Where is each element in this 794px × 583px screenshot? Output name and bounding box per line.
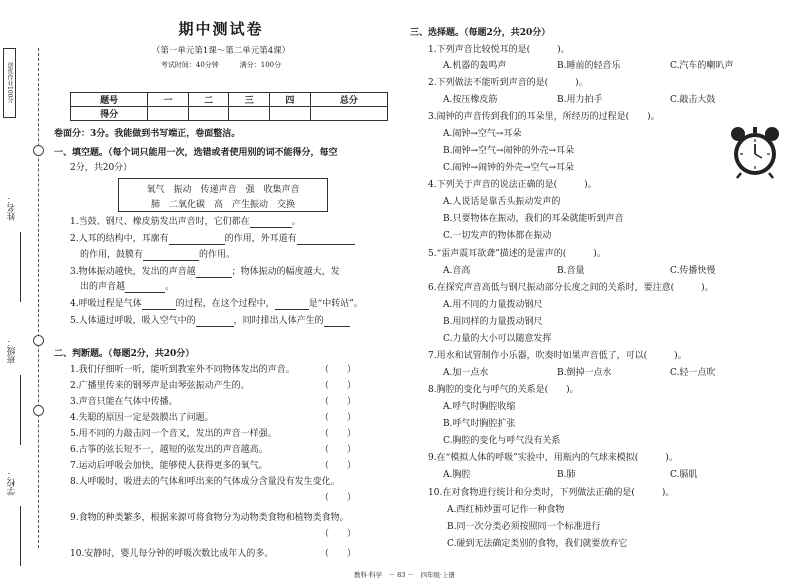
answer-blank[interactable] (196, 316, 234, 327)
score-input[interactable] (188, 107, 229, 121)
score-cell: 二 (188, 93, 229, 107)
judge-text: 10.安静时，婴儿每分钟的呼吸次数比成年人的多。 (70, 549, 274, 559)
choice-q1-option-b[interactable]: B.睡前的轻音乐 (557, 61, 621, 71)
judge-answer-paren[interactable]: （ ） (320, 413, 357, 423)
fill-question-5 (70, 315, 350, 327)
choice-q6-stem: 6.在探究声音高低与钢尺振动部分长度之间的关系时，要注意( )。 (428, 283, 714, 293)
choice-q10-option-c[interactable]: C.碰到无法确定类别的食物，我们就要放弃它 (447, 539, 628, 549)
choice-q2-option-c[interactable]: C.敲击大鼓 (670, 95, 716, 105)
score-cell: 一 (148, 93, 189, 107)
q-text: 的作用，外耳道有 (224, 234, 297, 244)
choice-q4-option-c[interactable]: C.一切发声的物体都在振动 (443, 231, 552, 241)
page-footer: 教科·科学 － 83 － 四年级·上册 (354, 571, 456, 579)
word-bank-row: 氧气 振动 传递声音 强 收集声音 (146, 185, 300, 195)
q-text: 的作用，鼓膜有 (80, 250, 144, 260)
section1-heading (54, 147, 338, 159)
choice-q9-option-a[interactable]: A.胸腔 (443, 470, 471, 480)
cut-line (38, 48, 39, 548)
score-input[interactable] (148, 107, 189, 121)
judge-answer-paren[interactable]: （ ） (320, 397, 357, 407)
score-cell: 总分 (310, 93, 387, 107)
judge-text: 9.食物的种类繁多，根据来源可将食物分为动物类食物和植物类食物。 (70, 513, 349, 523)
choice-q5-stem: 5.“雷声震耳欲聋”描述的是雷声的( )。 (428, 249, 606, 259)
score-cell: 四 (270, 93, 311, 107)
answer-blank[interactable] (196, 267, 232, 278)
choice-q8-option-b[interactable]: B.呼气时胸腔扩张 (443, 419, 516, 429)
score-table (70, 92, 388, 121)
fill-question-4 (70, 298, 363, 310)
q-text: 1.当鼓、钢尺、橡皮筋发出声音时，它们都在 (70, 217, 250, 227)
choice-q5-option-a[interactable]: A.音高 (443, 266, 471, 276)
binding-hole (33, 335, 44, 346)
choice-q9-stem: 9.在“模拟人体的呼吸”实验中，用瓶内的气球来模拟( )。 (428, 453, 678, 463)
binding-margin (0, 0, 48, 583)
q-text: 2.人耳的结构中，耳廓有 (70, 234, 169, 244)
section2-heading: 二、判断题。（每题2分，共20分） (54, 349, 195, 359)
judge-answer-paren[interactable]: （ ） (320, 445, 357, 455)
judge-item-9 (70, 512, 349, 524)
judge-item-7 (70, 460, 268, 472)
choice-q7-option-a[interactable]: A.加一点水 (443, 368, 489, 378)
choice-q8-stem: 8.胸腔的变化与呼气的关系是( )。 (428, 385, 579, 395)
choice-q1-stem: 1.下列声音比较悦耳的是( )。 (428, 45, 570, 55)
q-text: 是“中转站”。 (308, 299, 363, 309)
exam-info: 考试时间：40分钟 满分：100分 (160, 61, 282, 69)
choice-q8-option-a[interactable]: A.呼气时胸腔收缩 (443, 402, 516, 412)
judge-item-1 (70, 364, 295, 376)
fill-question-1 (70, 216, 301, 228)
page-subtitle: （第一单元第1课～第二单元第4课） (151, 46, 291, 56)
choice-q3-stem: 3.闹钟的声音传到我们的耳朵里，所经历的过程是( )。 (428, 112, 660, 122)
judge-item-4 (70, 412, 214, 424)
choice-q6-option-b[interactable]: B.用同样的力量拨动钢尺 (443, 317, 543, 327)
answer-blank[interactable] (125, 282, 165, 293)
choice-q7-option-b[interactable]: B.倒掉一点水 (557, 368, 612, 378)
choice-q2-option-b[interactable]: B.用力拍手 (557, 95, 603, 105)
judge-item-8 (70, 476, 340, 488)
score-value-row (71, 107, 388, 121)
answer-blank[interactable] (169, 234, 225, 245)
choice-q10-option-a[interactable]: A.西红柿炒蛋可记作一种食物 (447, 505, 565, 515)
name-write-line[interactable] (20, 232, 21, 302)
answer-blank[interactable] (143, 250, 199, 261)
choice-q5-option-b[interactable]: B.音量 (557, 266, 585, 276)
choice-q2-option-a[interactable]: A.按压橡皮筋 (443, 95, 498, 105)
q-text: 出的声音越 (80, 282, 126, 292)
class-write-line[interactable] (20, 375, 21, 445)
choice-q10-stem: 10.在对食物进行统计和分类时，下列做法正确的是( )。 (428, 488, 675, 498)
judge-text: 5.用不同的力敲击同一个音叉，发出的声音一样强。 (70, 429, 277, 439)
word-bank-row: 肺 二氧化碳 高 产生振动 交换 (150, 200, 295, 210)
brand-logo: 创优作业100分 (3, 48, 16, 118)
judge-text: 6.古筝的弦长短不一，越短的弦发出的声音越高。 (70, 445, 268, 455)
q-text: 的过程，在这个过程中， (175, 299, 275, 309)
judge-answer-paren[interactable]: （ ） (320, 381, 357, 391)
class-label: 班级： (7, 338, 17, 364)
judge-text: 1.我们仔细听一听，能听到教室外不同物体发出的声音。 (70, 365, 295, 375)
section3-heading: 三、选择题。（每题2分，共20分） (410, 28, 551, 38)
choice-q4-option-a[interactable]: A.人说话是靠舌头振动发声的 (443, 197, 561, 207)
choice-q9-option-c[interactable]: C.膈肌 (670, 470, 698, 480)
fill-question-3-cont (80, 281, 174, 293)
q-text: 。 (165, 282, 175, 292)
choice-q3-option-a[interactable]: A.闹钟→空气→耳朵 (443, 129, 522, 139)
choice-q10-option-b[interactable]: B.同一次分类必须按照同一个标准进行 (447, 522, 601, 532)
score-input[interactable] (270, 107, 311, 121)
judge-answer-paren[interactable]: （ ） (320, 549, 357, 559)
binding-hole (33, 405, 44, 416)
q-text: ，同时排出人体产生的 (233, 316, 324, 326)
fill-question-2-cont (80, 249, 235, 261)
choice-q3-option-c[interactable]: C.闹钟→闹钟的外壳→空气→耳朵 (443, 163, 575, 173)
score-row-label: 得分 (71, 107, 148, 121)
judge-text: 2.广播里传来的钢琴声是由琴弦振动产生的。 (70, 381, 250, 391)
choice-q4-stem: 4.下列关于声音的说法正确的是( )。 (428, 180, 597, 190)
judge-text: 8.人呼吸时，吸进去的气体和呼出来的气体成分含量没有发生变化。 (70, 477, 340, 487)
fill-question-2 (70, 233, 355, 245)
q-text: 4.呼吸过程是气体 (70, 299, 142, 309)
choice-q6-option-c[interactable]: C.力量的大小可以随意发挥 (443, 334, 552, 344)
judge-item-3 (70, 396, 178, 408)
score-input[interactable] (310, 107, 387, 121)
school-write-line[interactable] (20, 506, 21, 566)
section1-heading-cont: 2分，共20分） (70, 163, 133, 173)
page-title: 期中测试卷 (178, 20, 264, 38)
answer-blank[interactable] (275, 299, 309, 310)
answer-blank[interactable] (297, 234, 355, 245)
word-bank (118, 178, 328, 212)
score-cell: 三 (229, 93, 270, 107)
judge-text: 3.声音只能在气体中传播。 (70, 397, 178, 407)
q-text: 3.物体振动越快，发出的声音越 (70, 267, 196, 277)
judge-answer-paren[interactable]: （ ） (320, 493, 357, 503)
judge-text: 4.失聪的原因一定是鼓膜出了问题。 (70, 413, 214, 423)
answer-blank[interactable] (142, 299, 176, 310)
choice-q4-option-b[interactable]: B.只要物体在振动，我们的耳朵就能听到声音 (443, 214, 624, 224)
alarm-clock-icon (727, 125, 783, 183)
judge-text: 7.运动后呼吸会加快，能够使人获得更多的氧气。 (70, 461, 268, 471)
choice-q7-stem: 7.用水和试管制作小乐器，吹奏时如果声音低了，可以( )。 (428, 351, 687, 361)
choice-q3-option-b[interactable]: B.闹钟→空气→闹钟的外壳→耳朵 (443, 146, 575, 156)
choice-q1-option-c[interactable]: C.汽车的喇叭声 (670, 61, 734, 71)
judge-item-10 (70, 548, 273, 560)
choice-q7-option-c[interactable]: C.轻一点吹 (670, 368, 716, 378)
score-cell: 题号 (71, 93, 148, 107)
choice-q8-option-c[interactable]: C.胸腔的变化与呼气没有关系 (443, 436, 561, 446)
answer-blank[interactable] (250, 217, 292, 228)
fill-question-3 (70, 266, 340, 278)
judge-item-5 (70, 428, 277, 440)
judge-answer-paren[interactable]: （ ） (320, 529, 357, 539)
q-text: ；物体振动的幅度越大，发 (231, 267, 340, 277)
choice-q6-option-a[interactable]: A.用不同的力量拨动钢尺 (443, 300, 543, 310)
judge-answer-paren[interactable]: （ ） (320, 429, 357, 439)
neatness-note: 卷面分：3分。我能做到书写端正，卷面整洁。 (54, 129, 241, 139)
answer-blank[interactable] (324, 316, 350, 327)
choice-q5-option-c[interactable]: C.传播快慢 (670, 266, 716, 276)
score-input[interactable] (229, 107, 270, 121)
judge-item-2 (70, 380, 250, 392)
name-label: 姓名： (7, 195, 17, 221)
binding-hole (33, 145, 44, 156)
judge-answer-paren[interactable]: （ ） (320, 365, 357, 375)
school-label: 学校： (7, 470, 17, 496)
q-text: 5.人体通过呼吸，吸入空气中的 (70, 316, 196, 326)
q-text: 的作用。 (199, 250, 236, 260)
q-text: 。 (291, 217, 301, 227)
score-header-row (71, 93, 388, 107)
judge-answer-paren[interactable]: （ ） (320, 461, 357, 471)
choice-q1-option-a[interactable]: A.机器的轰鸣声 (443, 61, 507, 71)
choice-q9-option-b[interactable]: B.肺 (557, 470, 576, 480)
section1-heading-text: 一、填空题。（每个词只能用一次，选错或者使用别的词不能得分，每空 (54, 148, 338, 158)
judge-item-6 (70, 444, 268, 456)
choice-q2-stem: 2.下列做法不能听到声音的是( )。 (428, 78, 588, 88)
